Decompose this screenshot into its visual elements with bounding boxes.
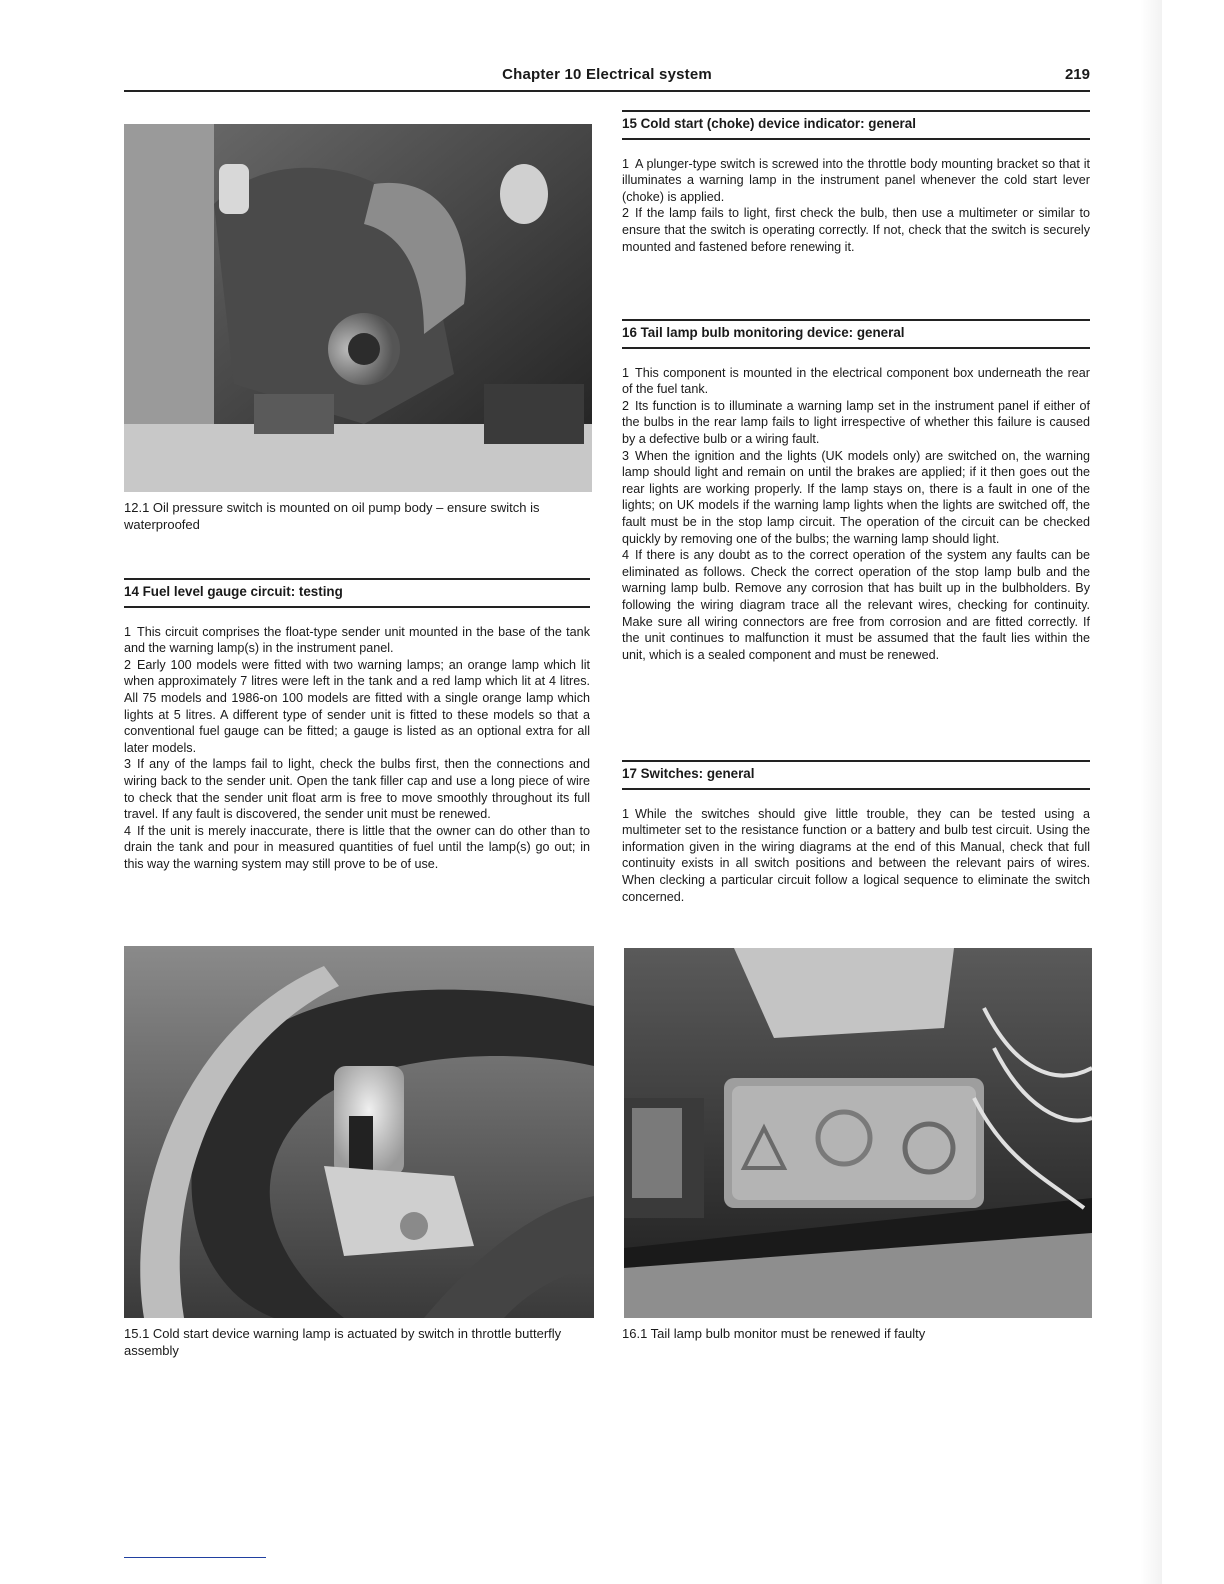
scan-edge-shadow: [1140, 0, 1162, 1584]
page-header: [124, 62, 1090, 88]
caption-12-1: 12.1 Oil pressure switch is mounted on oil pump body – ensure switch is waterproofed: [124, 500, 540, 532]
paragraph: 2 If the lamp fails to light, first check the bulb, then use a multimeter or similar to ensure that the switch is operating correctly. If not, check that the switch is securely mounted and fastened before renewing it.: [622, 206, 1090, 254]
section-title: 17 Switches: general: [622, 760, 1090, 790]
paragraph: 2 Early 100 models were fitted with two warning lamps; an orange lamp which lit when approximately 7 litres were left in the tank and a red lamp which lit at 4 litres. All 75 models and 1986-on 100 models are fitted with a single orange lamp which lights at 5 litres. A different type of sender unit is fitted to these models so that a conventional fuel gauge can be fitted; a gauge is listed as an optional extra for all later models.: [124, 657, 590, 755]
photo-tail-lamp-monitor: [624, 948, 1092, 1318]
section-17: [622, 760, 1090, 905]
chapter-title: Chapter 10 Electrical system: [502, 66, 712, 83]
photo-oil-pressure-switch: [124, 124, 592, 492]
header-rule: [124, 90, 1090, 92]
paragraph: 3 If any of the lamps fail to light, check the bulbs first, then the connections and wiring back to the sender unit. Open the tank filler cap and use a long piece of wire to check that the sender unit float arm is free to move smoothly throughout its full travel. If any fault is discovered, the sender unit must be renewed.: [124, 757, 590, 822]
paragraph: 1 This circuit comprises the float-type sender unit mounted in the base of the tank and the warning lamp(s) in the instrument panel.: [124, 624, 590, 656]
photo-cold-start-switch: [124, 946, 594, 1318]
paragraph: 4 If there is any doubt as to the correct operation of the system any faults can be eliminated as follows. Check the correct operation of the stop lamp bulb and the warning lamp bulb. Remove any corrosion that has built up in the bulbholders. By following the wiring diagram trace all the relevant wires, checking for continuity. Make sure all wiring connectors are free from corrosion and are fitted correctly. If the unit continues to malfunction it must be assumed that the fault lies within the unit, which is a sealed component and must be renewed.: [622, 548, 1090, 662]
page-number: 219: [1064, 66, 1090, 83]
paragraph: 1 A plunger-type switch is screwed into the throttle body mounting bracket so that it illuminates a warning lamp in the instrument panel whenever the cold start lever (choke) is applied.: [622, 156, 1090, 204]
section-16: [622, 319, 1090, 663]
caption-16-1: 16.1 Tail lamp bulb monitor must be renewed if faulty: [622, 1326, 926, 1341]
caption-15-1: 15.1 Cold start device warning lamp is actuated by switch in throttle butterfly assembly: [124, 1326, 562, 1358]
paragraph: 2 Its function is to illuminate a warning lamp set in the instrument panel if either of the bulbs in the rear lamp fails to light irrespective of whether this failure is caused by a defective bulb or a wiring fault.: [622, 398, 1090, 446]
section-14: [124, 578, 590, 873]
paragraph: 4 If the unit is merely inaccurate, there is little that the owner can do other than to drain the tank and pour in measured quantities of fuel until the lamp(s) go out; in this way the warning system may still prove to be of use.: [124, 823, 590, 871]
section-15: [622, 110, 1090, 255]
paragraph: 1 While the switches should give little trouble, they can be tested using a multimeter set to the resistance function or a battery and bulb test circuit. Using the information given in the wiring diagrams at the end of this Manual, check that full continuity exists in all switch positions and between the relevant pairs of wires. When clecking a particular circuit follow a logical sequence to eliminate the switch concerned.: [622, 806, 1090, 904]
section-title: 16 Tail lamp bulb monitoring device: general: [622, 319, 1090, 349]
paragraph: 3 When the ignition and the lights (UK models only) are switched on, the warning lamp should light and remain on until the brakes are applied; if it then goes out the rear lights are working properly. If the lamp stays on, there is a fault in one of the lights; on UK models if the warning lamp lights when the lights are switched off, the fault must be in the stop lamp circuit. The operation of the circuit can be checked quickly by removing one of the bulbs; the warning lamp should light.: [622, 448, 1090, 546]
paragraph: 1 This component is mounted in the electrical component box underneath the rear of the fuel tank.: [622, 365, 1090, 397]
section-title: 14 Fuel level gauge circuit: testing: [124, 578, 590, 608]
section-title: 15 Cold start (choke) device indicator: general: [622, 110, 1090, 140]
footnote-rule: [124, 1557, 266, 1558]
